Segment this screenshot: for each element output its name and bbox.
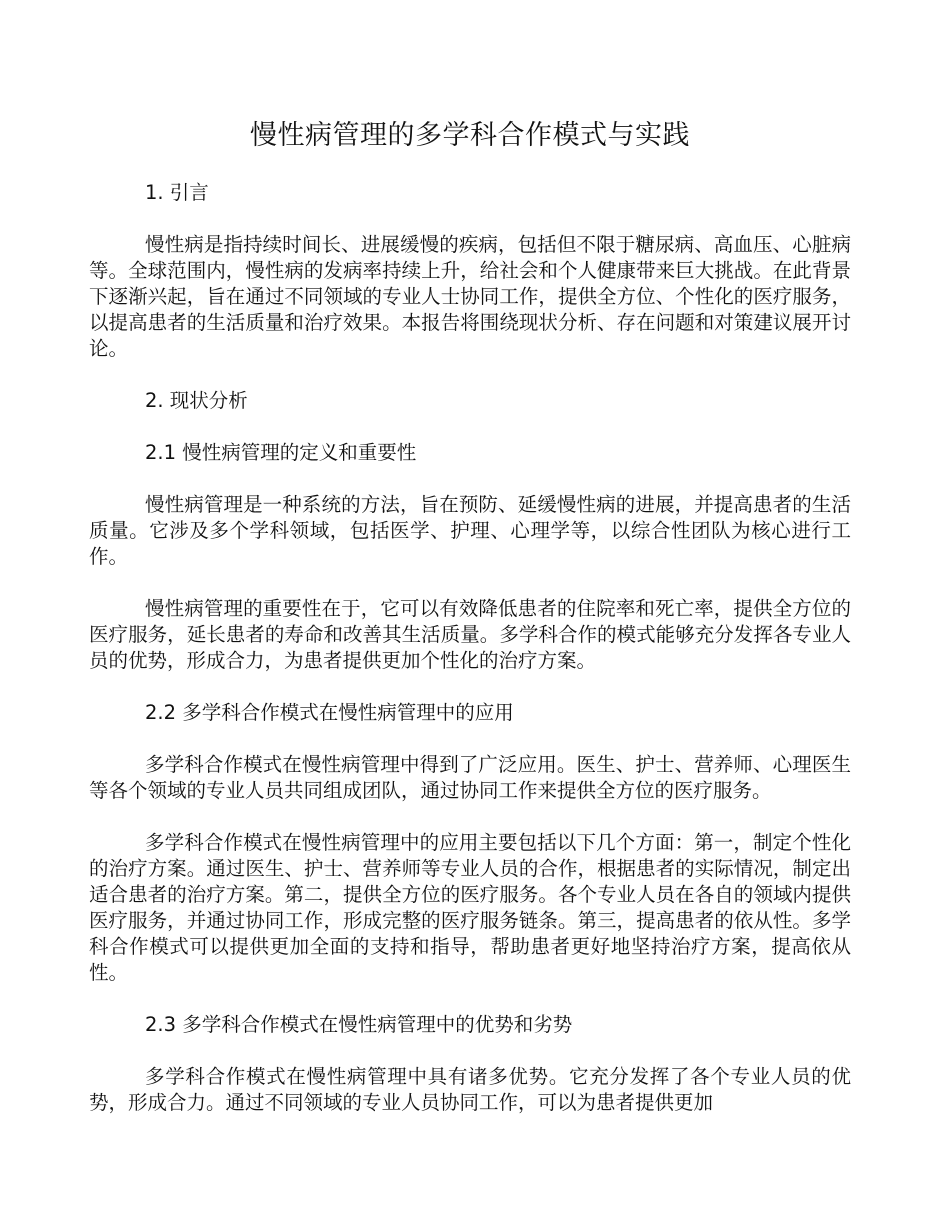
- paragraph: 慢性病管理是一种系统的方法，旨在预防、延缓慢性病的进展，并提高患者的生活质量。它涉及多个学科领域，包括医学、护理、心理学等，以综合性团队为核心进行工作。: [89, 493, 851, 568]
- paragraph: 慢性病是指持续时间长、进展缓慢的疾病，包括但不限于糖尿病、高血压、心脏病等。全球范围内，慢性病的发病率持续上升，给社会和个人健康带来巨大挑战。在此背景下逐渐兴起，旨在通过不同领域的专业人士协同工作，提供全方位、个性化的医疗服务，以提高患者的生活质量和治疗效果。本报告将围绕现状分析、存在问题和对策建议展开讨论。: [89, 233, 851, 360]
- document-page: [89, 118, 851, 1142]
- subsection-heading: 2.1 慢性病管理的定义和重要性: [145, 441, 417, 464]
- paragraph: 多学科合作模式在慢性病管理中得到了广泛应用。医生、护士、营养师、心理医生等各个领域的专业人员共同组成团队，通过协同工作来提供全方位的医疗服务。: [89, 753, 851, 802]
- section-heading: 2. 现状分析: [145, 389, 248, 412]
- section-heading: 1. 引言: [145, 181, 209, 204]
- subsection-heading: 2.3 多学科合作模式在慢性病管理中的优势和劣势: [145, 1013, 573, 1036]
- paragraph: 多学科合作模式在慢性病管理中具有诸多优势。它充分发挥了各个专业人员的优势，形成合力。通过不同领域的专业人员协同工作，可以为患者提供更加: [89, 1065, 851, 1114]
- subsection-heading: 2.2 多学科合作模式在慢性病管理中的应用: [145, 701, 514, 724]
- paragraph: 慢性病管理的重要性在于，它可以有效降低患者的住院率和死亡率，提供全方位的医疗服务，延长患者的寿命和改善其生活质量。多学科合作的模式能够充分发挥各专业人员的优势，形成合力，为患者提供更加个性化的治疗方案。: [89, 597, 851, 672]
- paragraph: 多学科合作模式在慢性病管理中的应用主要包括以下几个方面：第一，制定个性化的治疗方案。通过医生、护士、营养师等专业人员的合作，根据患者的实际情况，制定出适合患者的治疗方案。第二，提供全方位的医疗服务。各个专业人员在各自的领域内提供医疗服务，并通过协同工作，形成完整的医疗服务链条。第三，提高患者的依从性。多学科合作模式可以提供更加全面的支持和指导，帮助患者更好地坚持治疗方案，提高依从性。: [89, 831, 851, 984]
- document-title: 慢性病管理的多学科合作模式与实践: [250, 120, 690, 151]
